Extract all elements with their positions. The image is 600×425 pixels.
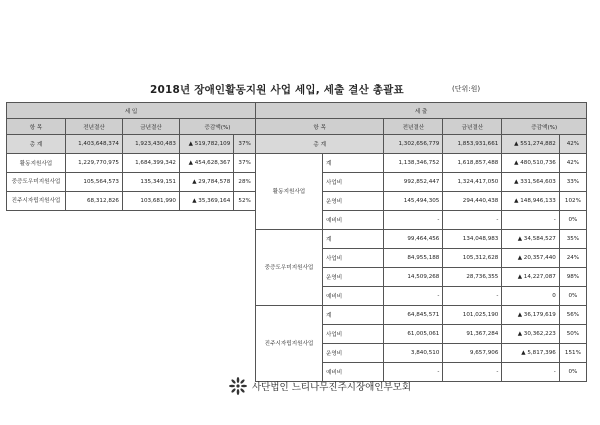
expense-row-curr: -	[443, 287, 502, 306]
expense-row-pct: 0%	[559, 363, 586, 382]
income-row-prev: 1,229,770,975	[66, 154, 123, 173]
expense-row-diff: ▲ 36,179,619	[502, 306, 559, 325]
organization-name: 사단법인 느티나무진주시장애인부모회	[252, 382, 412, 393]
income-row-diff: ▲ 454,628,367	[180, 154, 234, 173]
expense-row-prev: 145,494,305	[384, 192, 443, 211]
expense-group-label: 활동지원사업	[256, 154, 323, 230]
expense-row-diff: ▲ 5,817,396	[502, 344, 559, 363]
expense-row-prev: 992,852,447	[384, 173, 443, 192]
expense-header-diff: 증감액(%)	[502, 119, 587, 135]
expense-row-label: 사업비	[323, 173, 384, 192]
expense-row-prev: 99,464,456	[384, 230, 443, 249]
expense-total-prev: 1,302,656,779	[384, 135, 443, 154]
income-row-label: 활동지원사업	[7, 154, 66, 173]
expense-row-prev: -	[384, 211, 443, 230]
expense-row-prev: 64,845,571	[384, 306, 443, 325]
expense-group-label: 중증도우미지원사업	[256, 230, 323, 306]
expense-row-label: 예비비	[323, 363, 384, 382]
expense-row-label: 운영비	[323, 192, 384, 211]
expense-row-pct: 24%	[559, 249, 586, 268]
expense-total-label: 총 계	[256, 135, 384, 154]
expense-row-pct: 0%	[559, 287, 586, 306]
expense-header-prev: 전년결산	[384, 119, 443, 135]
income-row-prev: 105,564,573	[66, 173, 123, 192]
expense-total-diff: ▲ 551,274,882	[502, 135, 559, 154]
expense-row-pct: 33%	[559, 173, 586, 192]
expense-row-prev: 3,840,510	[384, 344, 443, 363]
expense-row-diff: 0	[502, 287, 559, 306]
expense-row-curr: 294,440,438	[443, 192, 502, 211]
income-header-curr: 금년결산	[123, 119, 180, 135]
expense-row-prev: 14,509,268	[384, 268, 443, 287]
expense-row-pct: 35%	[559, 230, 586, 249]
expense-header-curr: 금년결산	[443, 119, 502, 135]
expense-header-item: 항 목	[256, 119, 384, 135]
expense-row-curr: 28,736,355	[443, 268, 502, 287]
expense-table	[255, 102, 587, 382]
expense-group-label: 진주시자립지원사업	[256, 306, 323, 382]
income-total-prev: 1,403,648,374	[66, 135, 123, 154]
table-row	[7, 154, 256, 173]
expense-row-curr: 91,367,284	[443, 325, 502, 344]
expense-row-label: 계	[323, 230, 384, 249]
income-row-curr: 1,684,399,342	[123, 154, 180, 173]
income-header-prev: 전년결산	[66, 119, 123, 135]
footer	[228, 376, 411, 396]
income-table	[6, 102, 256, 211]
income-total-curr: 1,923,430,483	[123, 135, 180, 154]
table-row	[256, 230, 587, 249]
expense-row-label: 운영비	[323, 268, 384, 287]
income-total-label: 총 계	[7, 135, 66, 154]
income-header-diff: 증감액(%)	[180, 119, 256, 135]
income-row-pct: 52%	[234, 192, 256, 211]
expense-row-pct: 98%	[559, 268, 586, 287]
income-row-pct: 28%	[234, 173, 256, 192]
expense-section-header: 세 출	[256, 103, 587, 119]
expense-row-curr: 101,025,190	[443, 306, 502, 325]
expense-row-pct: 42%	[559, 154, 586, 173]
expense-row-diff: -	[502, 211, 559, 230]
unit-label: (단위:원)	[452, 85, 481, 93]
expense-total-row	[256, 135, 587, 154]
expense-row-pct: 50%	[559, 325, 586, 344]
expense-row-label: 예비비	[323, 211, 384, 230]
expense-row-pct: 0%	[559, 211, 586, 230]
expense-row-prev: 84,955,188	[384, 249, 443, 268]
expense-row-label: 예비비	[323, 287, 384, 306]
income-row-diff: ▲ 29,784,578	[180, 173, 234, 192]
expense-row-pct: 102%	[559, 192, 586, 211]
expense-row-diff: ▲ 30,362,223	[502, 325, 559, 344]
income-section-header: 세 입	[7, 103, 256, 119]
expense-row-diff: ▲ 20,357,440	[502, 249, 559, 268]
expense-row-curr: -	[443, 211, 502, 230]
income-total-diff: ▲ 519,782,109	[180, 135, 234, 154]
expense-row-label: 계	[323, 154, 384, 173]
expense-row-diff: ▲ 14,227,087	[502, 268, 559, 287]
expense-row-prev: -	[384, 363, 443, 382]
expense-row-curr: 1,324,417,050	[443, 173, 502, 192]
expense-row-curr: 105,312,628	[443, 249, 502, 268]
expense-row-prev: 1,138,346,752	[384, 154, 443, 173]
table-row	[7, 173, 256, 192]
table-row	[256, 154, 587, 173]
expense-row-diff: ▲ 148,946,133	[502, 192, 559, 211]
income-total-row	[7, 135, 256, 154]
expense-row-curr: 9,657,906	[443, 344, 502, 363]
expense-total-pct: 42%	[559, 135, 586, 154]
expense-row-diff: ▲ 34,584,527	[502, 230, 559, 249]
table-row	[256, 306, 587, 325]
expense-row-label: 사업비	[323, 325, 384, 344]
page-title: 2018년 장애인활동지원 사업 세입, 세출 결산 총괄표	[150, 84, 404, 96]
expense-row-label: 운영비	[323, 344, 384, 363]
expense-row-pct: 56%	[559, 306, 586, 325]
expense-row-curr: 1,618,857,488	[443, 154, 502, 173]
expense-row-diff: ▲ 480,510,736	[502, 154, 559, 173]
expense-row-curr: 134,048,983	[443, 230, 502, 249]
income-row-curr: 103,681,990	[123, 192, 180, 211]
expense-row-diff: -	[502, 363, 559, 382]
expense-row-curr: -	[443, 363, 502, 382]
income-row-label: 진주시자립지원사업	[7, 192, 66, 211]
expense-row-diff: ▲ 331,564,603	[502, 173, 559, 192]
expense-row-label: 사업비	[323, 249, 384, 268]
expense-row-prev: -	[384, 287, 443, 306]
income-row-prev: 68,312,826	[66, 192, 123, 211]
expense-row-prev: 61,005,061	[384, 325, 443, 344]
income-header-item: 항 목	[7, 119, 66, 135]
table-row	[7, 192, 256, 211]
income-total-pct: 37%	[234, 135, 256, 154]
expense-row-label: 계	[323, 306, 384, 325]
expense-row-pct: 151%	[559, 344, 586, 363]
expense-total-curr: 1,853,931,661	[443, 135, 502, 154]
income-row-pct: 37%	[234, 154, 256, 173]
income-row-diff: ▲ 35,369,164	[180, 192, 234, 211]
flower-logo-icon	[228, 376, 248, 396]
income-row-label: 중증도우미지원사업	[7, 173, 66, 192]
income-row-curr: 135,349,151	[123, 173, 180, 192]
